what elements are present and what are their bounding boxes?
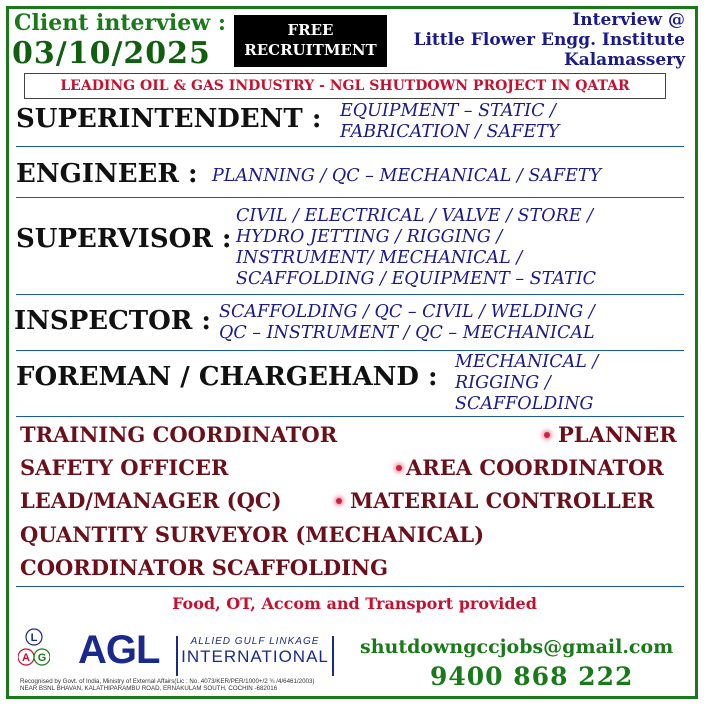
supervisor-disciplines	[236, 206, 596, 290]
agl-registration-text	[20, 678, 314, 692]
bullet-dot-icon	[396, 465, 402, 471]
bullet-dot-icon	[336, 498, 342, 504]
divider	[16, 416, 684, 417]
divider	[16, 350, 684, 351]
bullet-dot-icon	[544, 432, 550, 438]
role-foreman-chargehand: FOREMAN / CHARGEHAND :	[16, 362, 438, 392]
client-interview-label: Client interview :	[14, 10, 226, 36]
interview-venue	[413, 10, 685, 70]
interview-venue-line1: Interview @	[572, 10, 685, 30]
agl-address-line: NEAR BSNL BHAVAN, KALATHIPARAMBU ROAD, ERNAKULAM SOUTH, COCHIN -682016	[20, 685, 278, 692]
position-area-coordinator: AREA COORDINATOR	[406, 455, 664, 480]
inspector-disciplines	[219, 302, 595, 344]
foreman-line: MECHANICAL /	[455, 352, 599, 372]
svg-text:G: G	[37, 652, 47, 664]
agl-name-line2: INTERNATIONAL	[181, 647, 329, 666]
free-label: FREE	[287, 21, 334, 39]
supervisor-line: INSTRUMENT/ MECHANICAL /	[236, 248, 523, 268]
superintendent-line: FABRICATION / SAFETY	[340, 122, 560, 142]
engineer-line: PLANNING / QC – MECHANICAL / SAFETY	[212, 166, 602, 186]
recruitment-label: RECRUITMENT	[244, 41, 377, 59]
superintendent-disciplines	[340, 101, 559, 143]
foreman-line: SCAFFOLDING	[455, 394, 594, 414]
svg-text:L: L	[30, 632, 38, 644]
foreman-line: RIGGING /	[455, 373, 551, 393]
position-lead-manager-qc: LEAD/MANAGER (QC)	[20, 488, 282, 513]
engineer-disciplines	[212, 166, 601, 187]
position-quantity-surveyor: QUANTITY SURVEYOR (MECHANICAL)	[20, 522, 485, 547]
divider	[16, 197, 684, 198]
inspector-line: QC – INSTRUMENT / QC – MECHANICAL	[219, 323, 595, 343]
superintendent-line: EQUIPMENT – STATIC /	[340, 101, 556, 121]
agl-wordmark: AGL	[78, 628, 160, 672]
client-interview-date: 03/10/2025	[12, 36, 211, 71]
role-superintendent: SUPERINTENDENT :	[16, 104, 322, 134]
position-material-controller: MATERIAL CONTROLLER	[350, 488, 655, 513]
project-banner: LEADING OIL & GAS INDUSTRY - NGL SHUTDOWN PROJECT IN QATAR	[24, 73, 666, 99]
free-recruitment-badge	[234, 15, 387, 67]
contact-email[interactable]: shutdowngccjobs@gmail.com	[360, 636, 674, 658]
position-safety-officer: SAFETY OFFICER	[20, 455, 229, 480]
agl-logo-icon	[18, 628, 50, 672]
agl-name-line1: ALLIED GULF LINKAGE	[190, 636, 320, 647]
foreman-disciplines	[455, 352, 598, 415]
position-planner: PLANNER	[558, 422, 677, 447]
agl-name-box	[176, 636, 334, 676]
role-supervisor: SUPERVISOR :	[16, 224, 232, 254]
svg-text:A: A	[22, 652, 30, 664]
divider	[16, 294, 684, 295]
position-area-coordinator-row	[396, 455, 664, 480]
divider	[16, 586, 684, 587]
position-material-controller-row	[336, 488, 654, 513]
position-coordinator-scaffolding: COORDINATOR SCAFFOLDING	[20, 555, 389, 580]
contact-phone[interactable]: 9400 868 222	[430, 662, 634, 691]
interview-venue-line2: Little Flower Engg. Institute	[413, 30, 685, 50]
benefits-note: Food, OT, Accom and Transport provided	[172, 594, 537, 613]
position-training-coordinator: TRAINING COORDINATOR	[20, 422, 338, 447]
role-inspector: INSPECTOR :	[14, 306, 212, 336]
supervisor-line: SCAFFOLDING / EQUIPMENT – STATIC	[236, 269, 596, 289]
supervisor-line: HYDRO JETTING / RIGGING /	[236, 227, 503, 247]
divider	[16, 146, 684, 147]
interview-venue-line3: Kalamassery	[563, 50, 685, 70]
supervisor-line: CIVIL / ELECTRICAL / VALVE / STORE /	[236, 206, 593, 226]
position-planner-row	[544, 422, 677, 447]
role-engineer: ENGINEER :	[16, 159, 198, 189]
agl-registration-line1: Recognised by Govt. of India, Ministry of External Affairs(Lic : No. 4073/KER/PER/1000+/2 ¾ /4/6461/2003)	[20, 678, 315, 685]
inspector-line: SCAFFOLDING / QC – CIVIL / WELDING /	[219, 302, 595, 322]
